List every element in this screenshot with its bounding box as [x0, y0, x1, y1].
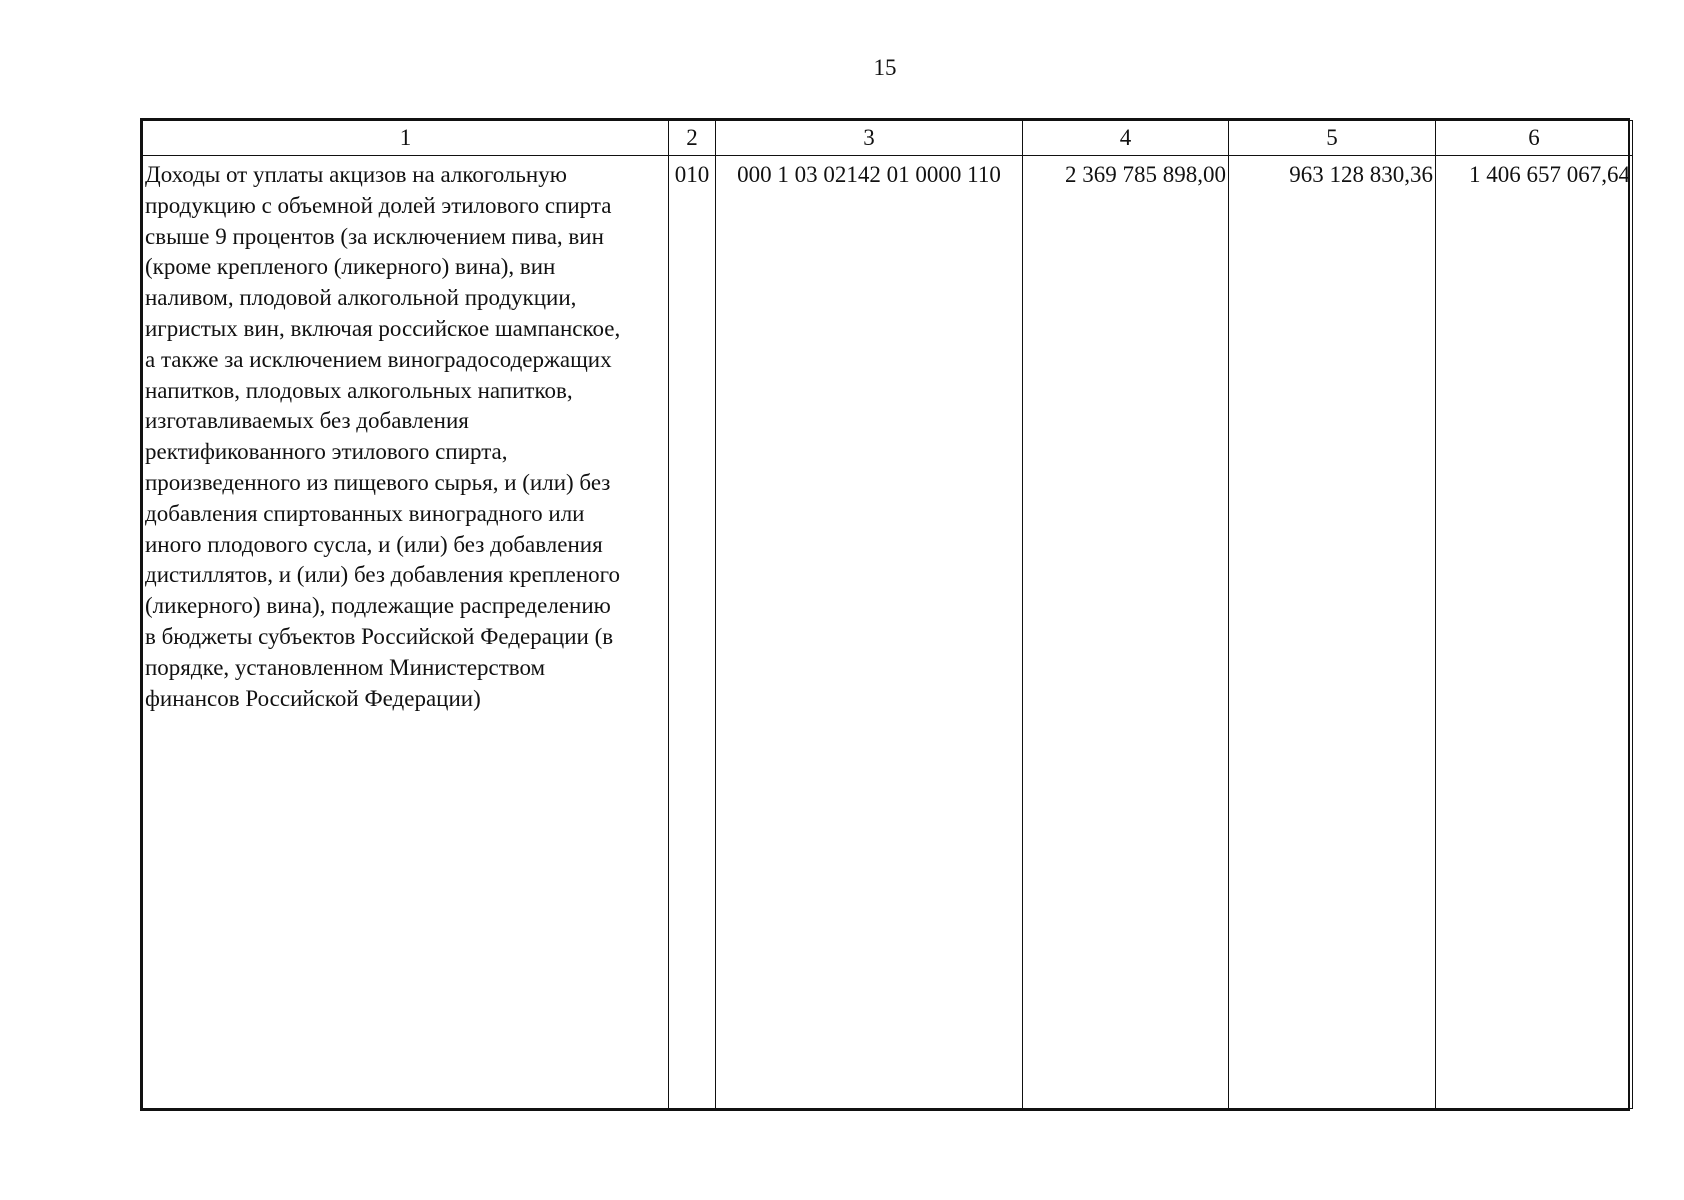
header-col-5: 5: [1229, 121, 1436, 156]
description-line: напитков, плодовых алкогольных напитков,: [145, 377, 573, 403]
description-line: дистиллятов, и (или) без добавления крепленого: [145, 562, 621, 588]
description-line: продукцию с объемной долей этилового спирта: [145, 192, 612, 218]
description-line: иного плодового сусла, и (или) без добавления: [145, 531, 603, 557]
description-line: Доходы от уплаты акцизов на алкогольную: [145, 162, 567, 187]
amount-col-6-cell: 1 406 657 067,64: [1436, 156, 1633, 1109]
header-col-4: 4: [1023, 121, 1229, 156]
description-line: порядке, установленном Министерством: [145, 654, 546, 680]
description-line: свыше 9 процентов (за исключением пива, вин: [145, 223, 604, 249]
income-code-cell: 000 1 03 02142 01 0000 110: [716, 156, 1023, 1109]
amount-col-5-cell: 963 128 830,36: [1229, 156, 1436, 1109]
income-description-cell: [143, 156, 669, 1109]
description-line: добавления спиртованных виноградного или: [145, 500, 585, 526]
description-line: в бюджеты субъектов Российской Федерации (в: [145, 623, 614, 649]
description-line: изготавливаемых без добавления: [145, 408, 469, 434]
amount-col-4-cell: 2 369 785 898,00: [1023, 156, 1229, 1109]
table-header-row: [143, 121, 1633, 156]
description-line: произведенного из пищевого сырья, и (или) без: [145, 469, 611, 495]
budget-table-container: [140, 118, 1630, 1111]
page-number: 15: [873, 55, 897, 80]
description-line: ректификованного этилового спирта,: [145, 439, 508, 465]
description-line: наливом, плодовой алкогольной продукции,: [145, 285, 577, 311]
line-code-cell: 010: [669, 156, 716, 1109]
description-line: (ликерного) вина), подлежащие распределению: [145, 593, 611, 619]
header-col-1: 1: [143, 121, 669, 156]
header-col-2: 2: [669, 121, 716, 156]
header-col-6: 6: [1436, 121, 1633, 156]
description-line: финансов Российской Федерации): [145, 685, 481, 711]
header-col-3: 3: [716, 121, 1023, 156]
description-line: игристых вин, включая российское шампанское,: [145, 315, 621, 341]
budget-table: [142, 120, 1633, 1109]
description-line: (кроме крепленого (ликерного) вина), вин: [145, 254, 556, 280]
table-row: [143, 156, 1633, 1109]
description-line: а также за исключением виноградосодержащих: [145, 346, 612, 372]
